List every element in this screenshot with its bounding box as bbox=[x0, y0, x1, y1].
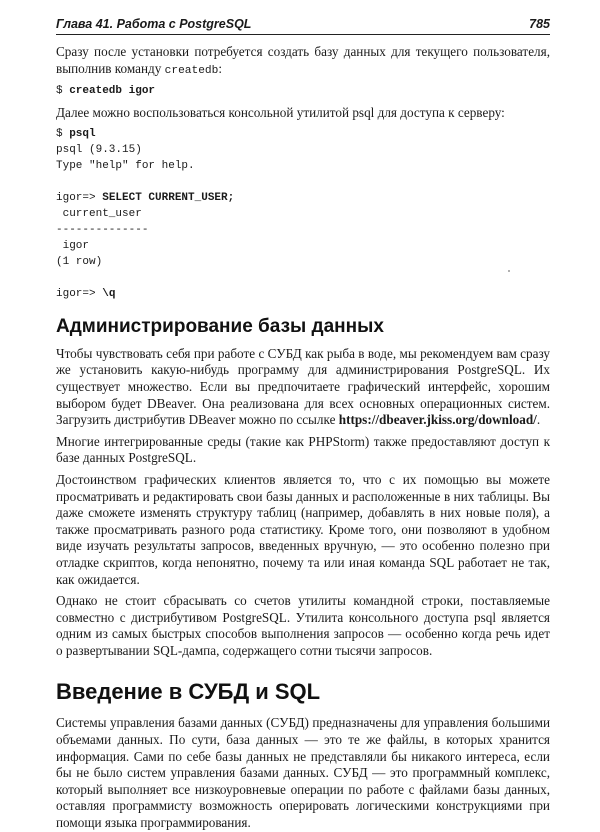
shell-command: createdb igor bbox=[69, 85, 156, 98]
admin-paragraph-1 bbox=[56, 346, 550, 429]
shell-command: psql bbox=[69, 127, 96, 140]
code-block-psql bbox=[56, 126, 550, 302]
psql-paragraph: Далее можно воспользоваться консольной утилитой psql для доступа к серверу: bbox=[56, 105, 505, 121]
quit-command: \q bbox=[102, 287, 116, 300]
dbeaver-link[interactable]: https://dbeaver.jkiss.org/download/ bbox=[338, 412, 537, 428]
code-line: igor bbox=[56, 239, 90, 252]
psql-prompt: igor=> bbox=[56, 191, 103, 204]
section-heading-intro: Введение в СУБД и SQL bbox=[56, 679, 321, 705]
admin-text-end: . bbox=[536, 412, 541, 428]
admin-text: Чтобы чувствовать себя при работе с СУБД как рыба в воде, мы рекомендуем вам сразу же установить какую-нибудь программу для администрирования PostgreSQL. Их существует множество. Если вы предпочитаете графический интерфейс, хорошим выбором будет DBeaver. Она реализована для всех основных операционных систем. Загрузить дистрибутив DBeaver можно по ссылке bbox=[56, 345, 550, 428]
sql-command: SELECT CURRENT_USER; bbox=[102, 191, 235, 204]
chapter-title: Глава 41. Работа с PostgreSQL bbox=[56, 17, 252, 31]
admin-paragraph-4: Однако не стоит сбрасывать со счетов утилиты командной строки, поставляемые совместно с дистрибутивом PostgreSQL. Утилита консольного доступа psql является одним из самых быстрых способов выполнения запросов — особенно когда речь идет о развертывании SQL-дампа, содержащего сотни тысячи запросов. bbox=[56, 593, 550, 658]
scan-speck bbox=[508, 270, 510, 272]
code-line: current_user bbox=[56, 207, 142, 220]
page-content bbox=[56, 44, 550, 832]
code-line: -------------- bbox=[56, 223, 149, 236]
page-number: 785 bbox=[529, 17, 550, 31]
admin-paragraph-3: Достоинством графических клиентов является то, что с их помощью вы можете просматривать и редактировать свои базы данных и расположенные в них таблицы. Вы даже сможете изменять структуру таблиц (например, добавлять в них новые поля), а также просматривать разного рода статистику. Кроме того, они позволяют в удобном виде изучать результаты запросов, введенных вручную, — это особенно полезно при отладке скриптов, когда непонятно, почему та или иная команда SQL работает не так, как ожидается. bbox=[56, 471, 550, 587]
code-line: psql (9.3.15) bbox=[56, 143, 142, 156]
admin-paragraph-2: Многие интегрированные среды (такие как PHPStorm) также предоставляют доступ к базе данных PostgreSQL. bbox=[56, 433, 550, 466]
running-header bbox=[56, 14, 550, 35]
section-heading-admin: Администрирование базы данных bbox=[56, 315, 384, 337]
code-block-createdb bbox=[56, 83, 550, 99]
psql-prompt: igor=> bbox=[56, 287, 103, 300]
code-line: (1 row) bbox=[56, 255, 103, 268]
intro-section-paragraph-1: Системы управления базами данных (СУБД) предназначены для управления большими объемами данных. По сути, база данных — это те же файлы, в которых хранится информация. Сами по себе базы данных не представляли бы никакого интереса, если бы не было систем управления базами данных. СУБД — это программный комплекс, который выполняет все низкоуровневые операции по работе с файлами базы данных, оставляя программисту возможность оперировать логическими конструкциями при помощи языка программирования. bbox=[56, 715, 550, 831]
intro-text: Сразу после установки потребуется создать базу данных для текущего пользователя, выполнив команду bbox=[56, 44, 550, 76]
code-line: Type "help" for help. bbox=[56, 159, 195, 172]
shell-prompt: $ bbox=[56, 127, 70, 140]
inline-command: createdb bbox=[164, 64, 219, 77]
intro-text-end: : bbox=[218, 60, 223, 76]
intro-paragraph bbox=[56, 44, 550, 79]
shell-prompt: $ bbox=[56, 85, 70, 98]
